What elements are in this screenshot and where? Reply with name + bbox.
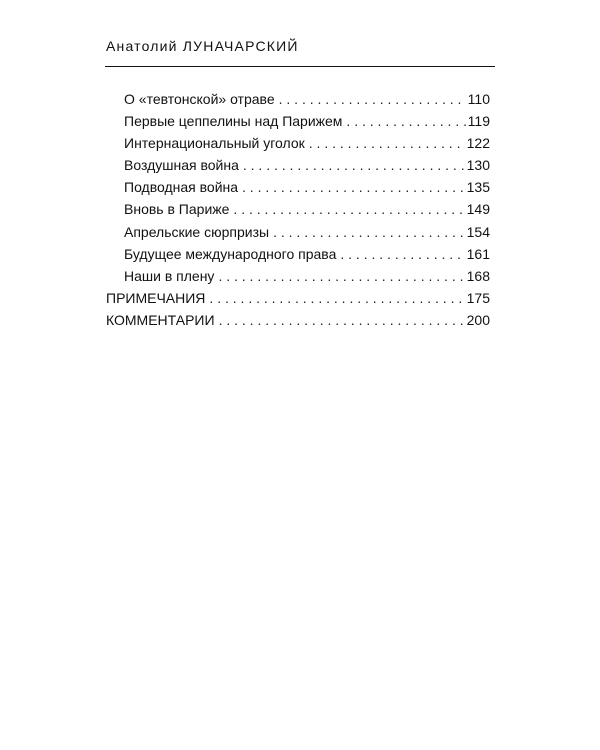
toc-page-number: 168 xyxy=(466,267,490,284)
toc-page-number: 200 xyxy=(466,311,490,328)
toc-entry-title: Апрельские сюрпризы xyxy=(124,223,270,240)
running-head: Анатолий ЛУНАЧАРСКИЙ xyxy=(106,38,299,54)
toc-section-title: КОММЕНТАРИИ xyxy=(106,311,215,328)
toc-dot-leader xyxy=(233,198,464,220)
toc-entry[interactable] xyxy=(106,110,490,132)
toc-page-number: 175 xyxy=(466,289,490,306)
toc-entry[interactable] xyxy=(106,88,490,110)
toc-entry-title: О «тевтонской» отраве xyxy=(124,91,275,107)
toc-section-title: ПРИМЕЧАНИЯ xyxy=(106,289,206,306)
toc-page-number: 110 xyxy=(467,91,490,107)
toc-entry-title: Подводная война xyxy=(124,179,239,196)
toc-entry-title: Будущее международного права xyxy=(124,245,337,262)
toc-page-number: 149 xyxy=(466,201,490,218)
toc-dot-leader xyxy=(309,132,465,154)
toc-entry[interactable] xyxy=(106,176,490,198)
header-rule xyxy=(105,66,495,67)
toc-entry-title: Воздушная война xyxy=(124,157,239,174)
toc-dot-leader xyxy=(340,243,464,265)
toc-entry-title: Интернациональный уголок xyxy=(124,135,305,152)
toc-dot-leader xyxy=(346,110,465,132)
toc-page-number: 161 xyxy=(466,245,490,262)
table-of-contents xyxy=(106,88,490,331)
toc-dot-leader xyxy=(209,287,464,309)
toc-entry-title: Первые цеппелины над Парижем xyxy=(124,113,343,130)
toc-entry-title: Вновь в Париже xyxy=(124,201,230,218)
toc-dot-leader xyxy=(243,154,465,176)
toc-dot-leader xyxy=(218,265,464,287)
toc-page-number: 122 xyxy=(466,135,490,152)
toc-section-entry[interactable] xyxy=(106,309,490,331)
toc-page-number: 135 xyxy=(466,179,490,196)
toc-dot-leader xyxy=(279,88,466,110)
toc-dot-leader xyxy=(219,309,465,331)
toc-entry[interactable] xyxy=(106,132,490,154)
toc-entry[interactable] xyxy=(106,265,490,287)
toc-entry[interactable] xyxy=(106,198,490,220)
toc-entry[interactable] xyxy=(106,221,490,243)
toc-entry[interactable] xyxy=(106,154,490,176)
toc-section-entry[interactable] xyxy=(106,287,490,309)
toc-dot-leader xyxy=(273,221,465,243)
toc-entry-title: Наши в плену xyxy=(124,267,215,284)
toc-page-number: 119 xyxy=(467,113,490,130)
toc-page-number: 130 xyxy=(466,157,490,174)
toc-entry[interactable] xyxy=(106,243,490,265)
toc-dot-leader xyxy=(242,176,465,198)
toc-page-number: 154 xyxy=(466,223,490,240)
